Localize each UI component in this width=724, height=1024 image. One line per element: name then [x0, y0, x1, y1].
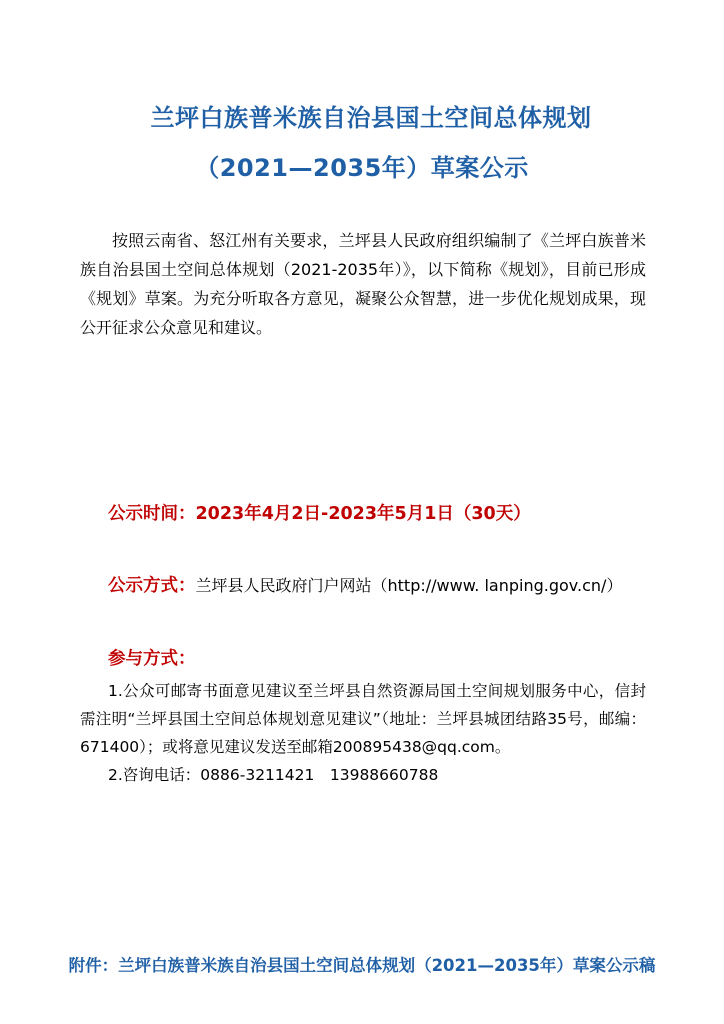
participation-section [80, 677, 646, 789]
notice-period: 公示时间：2023年4月2日-2023年5月1日（30天） [108, 504, 531, 524]
intro-paragraph: 按照云南省、怒江州有关要求，兰坪县人民政府组织编制了《兰坪白族普米族自治县国土空间总体规划（2021-2035年）》，以下简称《规划》，目前已形成《规划》草案。为充分听取各方意见，凝聚公众智慧，进一步优化规划成果，现公开征求公众意见和建议。 [80, 231, 646, 337]
participation-item-phone: 2.咨询电话：0886-3211421 13988660788 [108, 766, 439, 784]
participation-label: 参与方式： [108, 649, 196, 669]
notice-method-value: 兰坪县人民政府门户网站（http://www. lanping.gov.cn/） [195, 576, 623, 595]
notice-method-label: 公示方式： [108, 576, 196, 596]
document-title-line-1: 兰坪白族普米族自治县国土空间总体规划 [150, 104, 592, 132]
document-title-line-2: （2021—2035年）草案公示 [195, 154, 529, 182]
participation-item-mail: 1.公众可邮寄书面意见建议至兰坪县自然资源局国土空间规划服务中心，信封需注明“兰坪县国土空间总体规划意见建议”（地址：兰坪县城团结路35号，邮编：671400）；或将意见建议发送至邮箱200895438@qq.com。 [80, 682, 646, 756]
attachment-line: 附件：兰坪白族普米族自治县国土空间总体规划（2021—2035年）草案公示稿 [68, 956, 656, 975]
notice-method [108, 572, 622, 597]
